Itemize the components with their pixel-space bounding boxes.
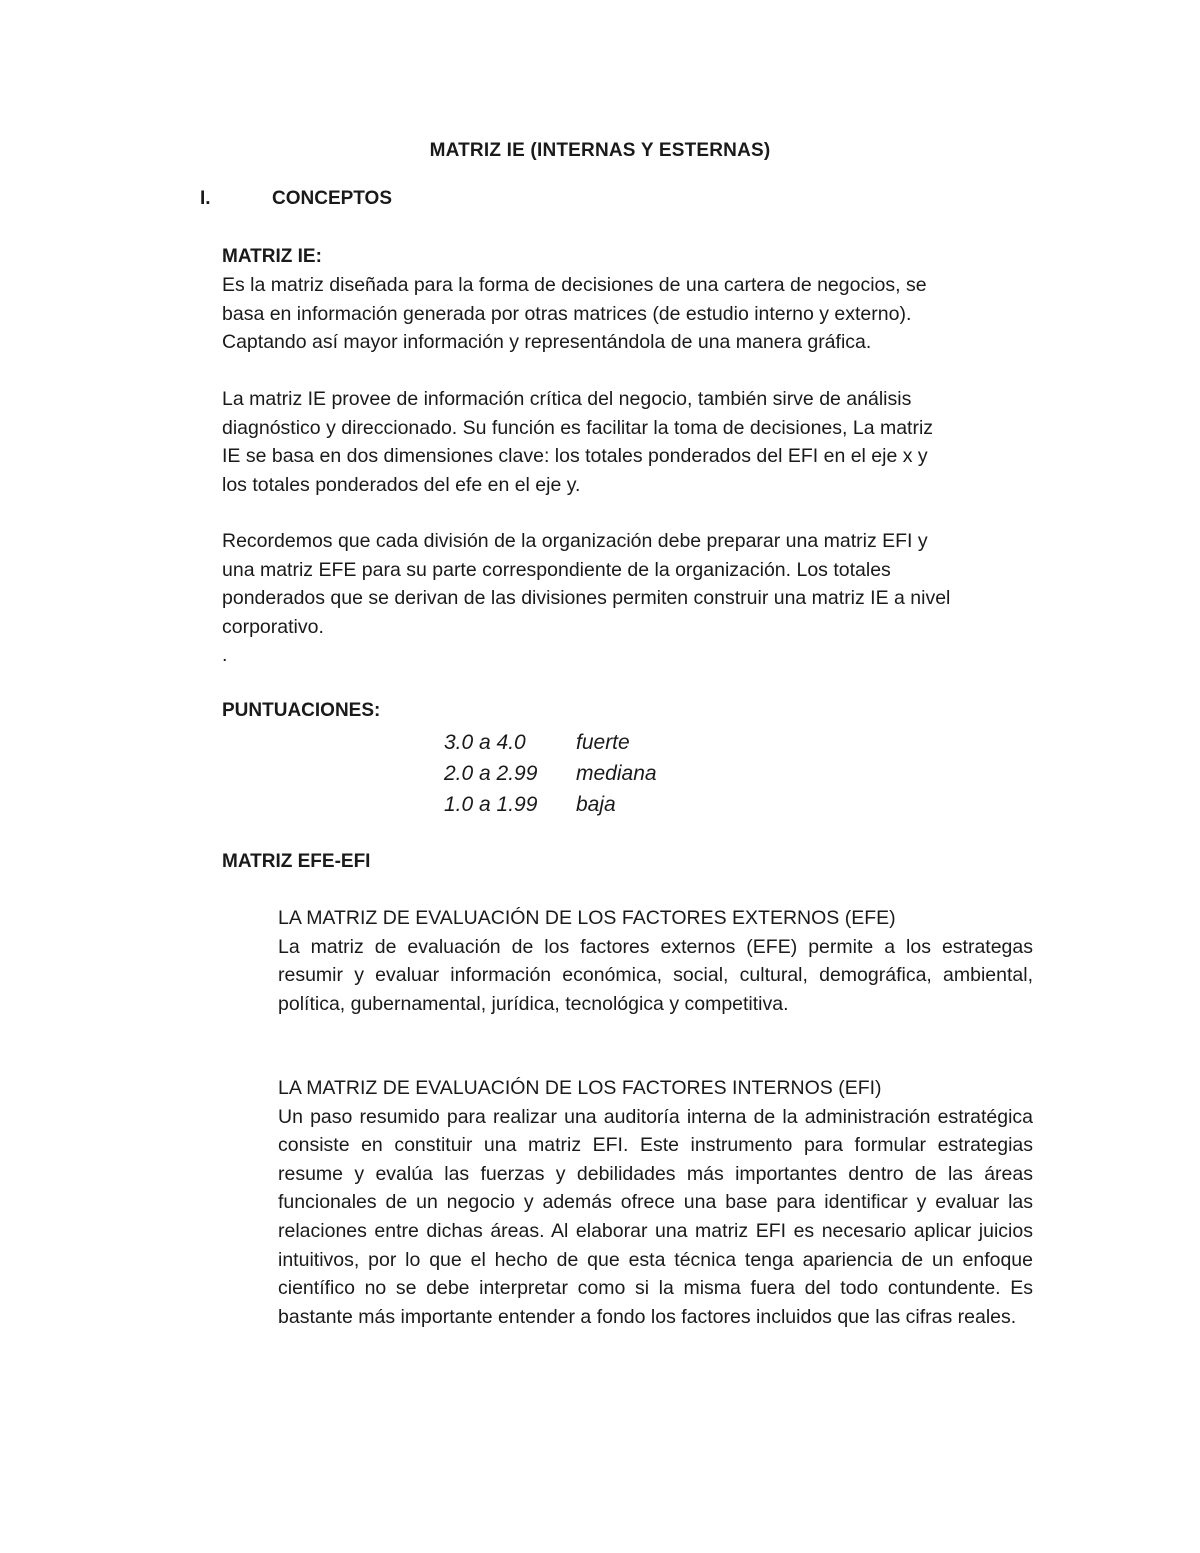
score-row: [444, 789, 657, 820]
score-level: mediana: [576, 762, 657, 785]
paragraph-line: una matriz EFE para su parte correspondiente de la organización. Los totales: [222, 558, 891, 581]
document-title: MATRIZ IE (INTERNAS Y ESTERNAS): [429, 140, 771, 161]
efe-heading: LA MATRIZ DE EVALUACIÓN DE LOS FACTORES EXTERNOS (EFE): [278, 907, 896, 929]
efe-section: [278, 904, 1033, 1018]
efi-heading: LA MATRIZ DE EVALUACIÓN DE LOS FACTORES INTERNOS (EFI): [278, 1077, 882, 1099]
score-level: fuerte: [576, 731, 630, 754]
score-row: [444, 727, 657, 758]
paragraph-line: La matriz IE provee de información crítica del negocio, también sirve de análisis: [222, 388, 912, 410]
matriz-ie-paragraph-1: [222, 271, 1022, 357]
score-range: 2.0 a 2.99: [444, 762, 538, 785]
efi-section: [278, 1074, 1033, 1331]
score-list: [444, 727, 657, 820]
matriz-ie-paragraph-2: [222, 385, 1022, 499]
paragraph-line: los totales ponderados del efe en el eje y.: [222, 473, 581, 496]
puntuaciones-label: PUNTUACIONES:: [222, 700, 381, 721]
paragraph-line: Captando así mayor información y representándola de una manera gráfica.: [222, 331, 872, 353]
section-number: I.: [200, 188, 211, 209]
section-heading: [200, 188, 392, 210]
paragraph-line: IE se basa en dos dimensiones clave: los totales ponderados del EFI en el eje x y: [222, 445, 928, 467]
efe-body: La matriz de evaluación de los factores externos (EFE) permite a los estrategas resumir y evaluar información económica, social, cultural, demográfica, ambiental, política, gubernamental, jurídica, tecnológica y competitiva.: [278, 935, 1033, 1015]
score-range: 3.0 a 4.0: [444, 731, 526, 754]
efi-body: Un paso resumido para realizar una auditoría interna de la administración estratégica consiste en constituir una matriz EFI. Este instrumento para formular estrategias resume y evalúa las fuerzas y debilidades más importantes dentro de las áreas funcionales de un negocio y además ofrece una base para identificar y evaluar las relaciones entre dichas áreas. Al elaborar una matriz EFI es necesario aplicar juicios intuitivos, por lo que el hecho de que esta técnica tenga apariencia de un enfoque científico no se debe interpretar como si la misma fuera del todo contundente. Es bastante más importante entender a fondo los factores incluidos que las cifras reales.: [278, 1105, 1033, 1328]
paragraph-dot: .: [222, 644, 228, 666]
paragraph-line: Es la matriz diseñada para la forma de decisiones de una cartera de negocios, se: [222, 274, 927, 296]
score-row: [444, 758, 657, 789]
matriz-ie-paragraph-3: [222, 527, 1022, 670]
score-range: 1.0 a 1.99: [444, 793, 538, 816]
paragraph-line: basa en información generada por otras matrices (de estudio interno y externo).: [222, 302, 912, 325]
section-title: CONCEPTOS: [272, 188, 393, 209]
paragraph-line: diagnóstico y direccionado. Su función es facilitar la toma de decisiones, La matriz: [222, 416, 934, 439]
paragraph-line: corporativo.: [222, 615, 324, 638]
matriz-efe-efi-label: MATRIZ EFE-EFI: [222, 851, 371, 872]
paragraph-line: Recordemos que cada división de la organización debe preparar una matriz EFI y: [222, 530, 928, 552]
paragraph-line: ponderados que se derivan de las divisiones permiten construir una matriz IE a nivel: [222, 587, 951, 609]
score-level: baja: [576, 793, 616, 816]
matriz-ie-label: MATRIZ IE:: [222, 246, 322, 267]
